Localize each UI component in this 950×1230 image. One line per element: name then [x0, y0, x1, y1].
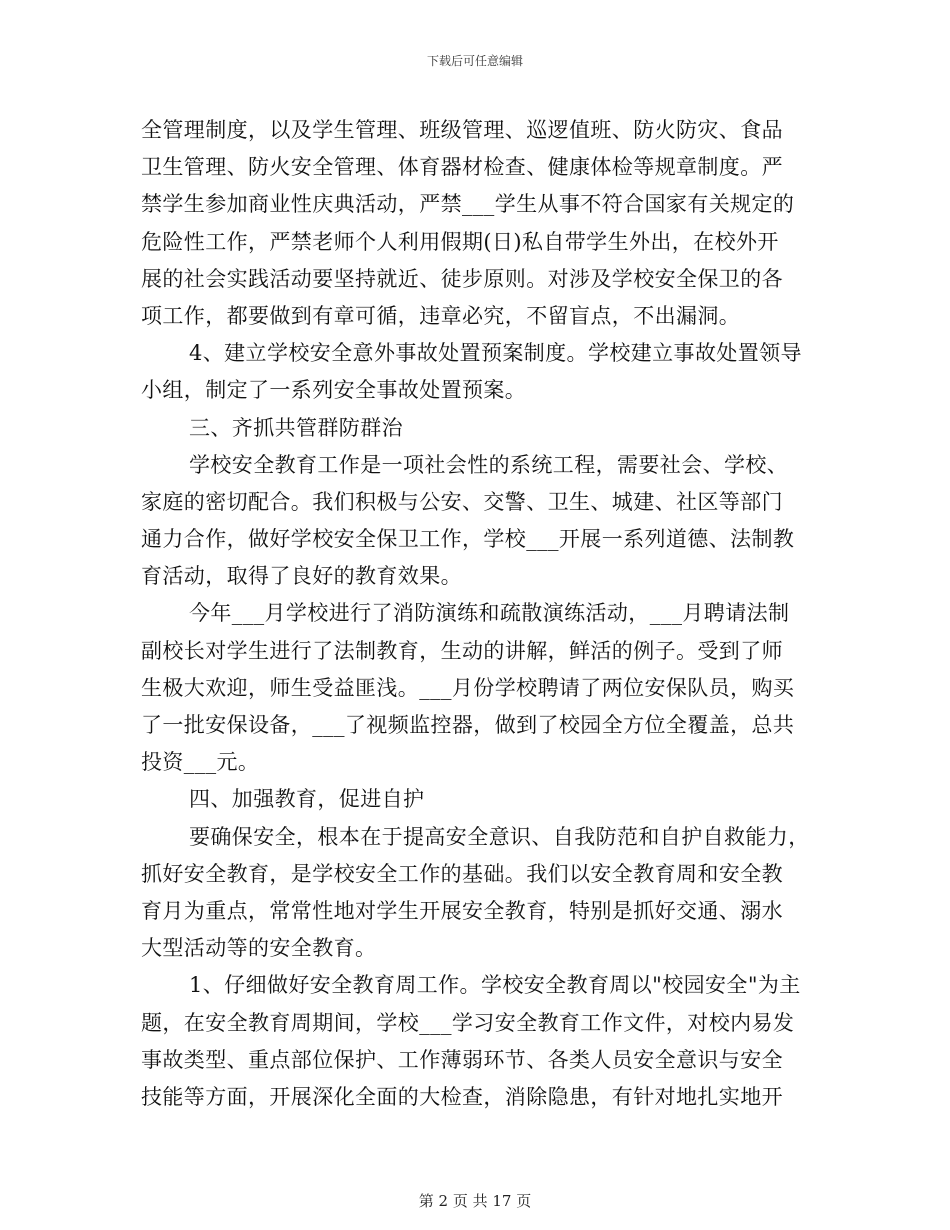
- text-line: 了一批安保设备，___了视频监控器，做到了校园全方位全覆盖，总共: [141, 713, 795, 737]
- text-line: 项工作，都要做到有章可循，违章必究，不留盲点，不出漏洞。: [141, 303, 741, 328]
- text-line: 卫生管理、防火安全管理、体育器材检查、健康体检等规章制度。严: [141, 155, 783, 180]
- text-line: 题，在安全教育周期间，学校___学习安全教育工作文件，对校内易发: [141, 1010, 795, 1035]
- text-line: 育活动，取得了良好的教育效果。: [141, 564, 462, 589]
- text-line: 危险性工作，严禁老师个人利用假期(日)私自带学生外出，在校外开: [141, 229, 779, 254]
- paragraph-first-line: 4、建立学校安全意外事故处置预案制度。学校建立事故处置领导: [189, 341, 802, 366]
- document-body: [141, 112, 811, 1116]
- paragraph-first-line: 今年___月学校进行了消防演练和疏散演练活动，___月聘请法制: [189, 601, 790, 626]
- text-line: 小组，制定了一系列安全事故处置预案。: [141, 378, 527, 403]
- text-line: 副校长对学生进行了法制教育，生动的讲解，鲜活的例子。受到了师: [141, 638, 783, 663]
- section-heading: 三、齐抓共管群防群治: [189, 415, 403, 440]
- text-line: 禁学生参加商业性庆典活动，严禁___学生从事不符合国家有关规定的: [141, 192, 795, 217]
- text-line: 家庭的密切配合。我们积极与公安、交警、卫生、城建、社区等部门: [141, 489, 783, 514]
- text-line: 通力合作，做好学校安全保卫工作，学校___开展一系列道德、法制教: [141, 527, 795, 552]
- text-line: 育月为重点，常常性地对学生开展安全教育，特别是抓好交通、溺水: [141, 898, 783, 923]
- paragraph-first-line: 要确保安全，根本在于提高安全意识、自我防范和自护自救能力，: [189, 824, 810, 849]
- paragraph-first-line: 1、仔细做好安全教育周工作。学校安全教育周以"校园安全"为主: [189, 973, 801, 998]
- paragraph-first-line: 学校安全教育工作是一项社会性的系统工程，需要社会、学校、: [189, 452, 789, 477]
- text-line: 投资___元。: [141, 750, 260, 775]
- text-line: 全管理制度，以及学生管理、班级管理、巡逻值班、防火防灾、食品: [141, 118, 783, 142]
- section-heading: 四、加强教育，促进自护: [189, 787, 425, 812]
- text-line: 大型活动等的安全教育。: [141, 936, 377, 961]
- text-line: 展的社会实践活动要坚持就近、徒步原则。对涉及学校安全保卫的各: [141, 266, 783, 291]
- text-line: 事故类型、重点部位保护、工作薄弱环节、各类人员安全意识与安全: [141, 1047, 783, 1072]
- text-line: 生极大欢迎，师生受益匪浅。___月份学校聘请了两位安保队员，购买: [141, 675, 795, 700]
- page-number: 第 2 页 共 17 页: [418, 1192, 532, 1210]
- text-line: 抓好安全教育，是学校安全工作的基础。我们以安全教育周和安全教: [141, 861, 783, 886]
- text-line: 技能等方面，开展深化全面的大检查，消除隐患，有针对地扎实地开: [141, 1084, 783, 1109]
- page-header-note: 下载后可任意编辑: [426, 54, 523, 68]
